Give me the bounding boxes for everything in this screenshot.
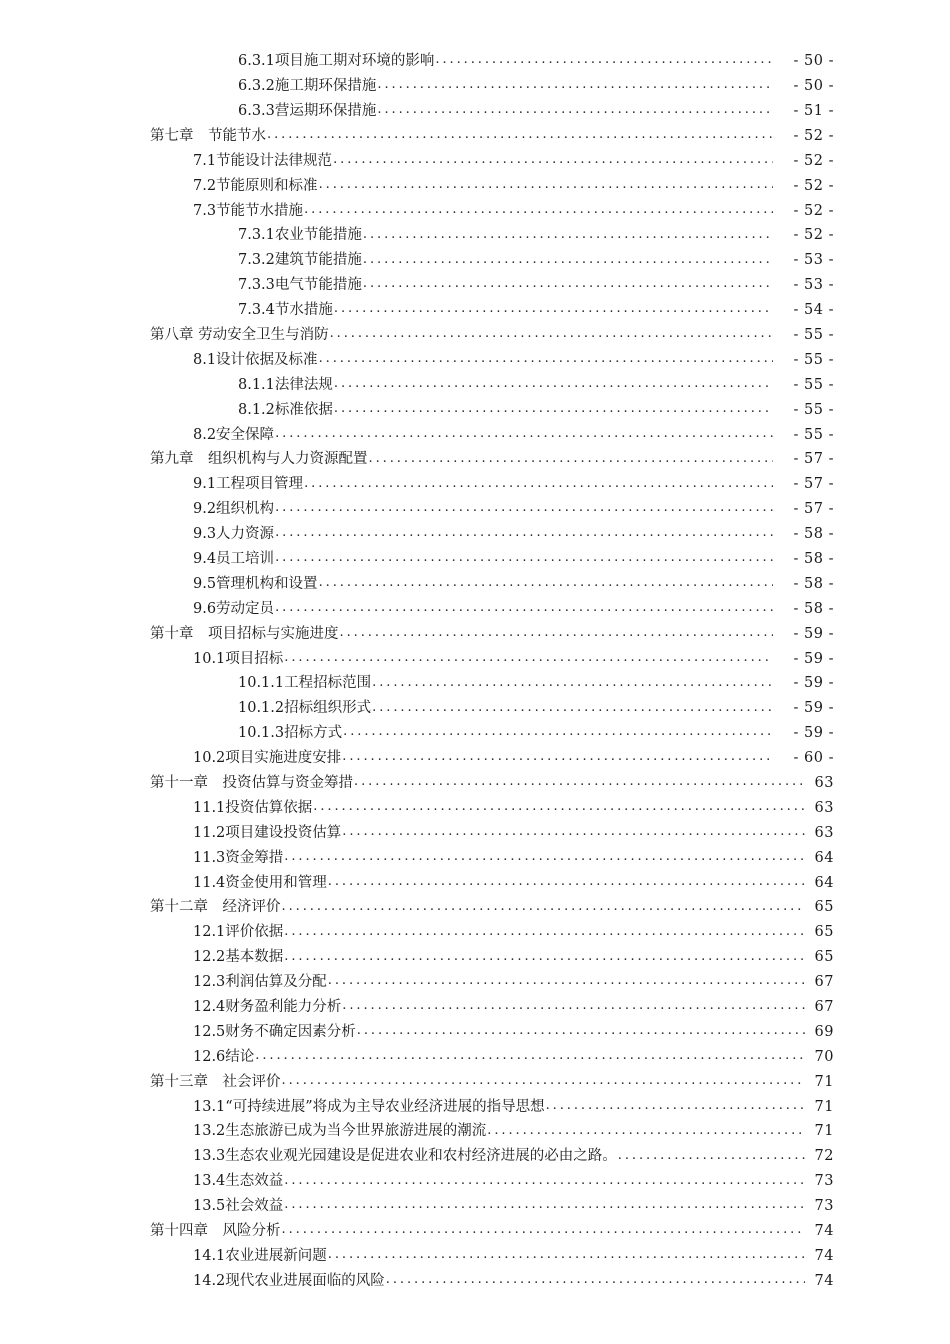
dot-leader bbox=[372, 701, 773, 717]
toc-entry[interactable] bbox=[0, 1219, 950, 1244]
toc-entry[interactable] bbox=[0, 696, 950, 721]
toc-entry-title: 8.1.2标准依据 bbox=[238, 401, 333, 418]
toc-entry-page-number: - 53 - bbox=[793, 277, 834, 294]
toc-entry-page-number: - 57 - bbox=[793, 476, 834, 493]
toc-entry[interactable] bbox=[0, 74, 950, 99]
toc-entry-page-number: - 57 - bbox=[793, 451, 834, 468]
toc-entry-title: 第十一章 投资估算与资金筹措 bbox=[150, 775, 353, 792]
dot-leader bbox=[319, 352, 773, 368]
toc-entry-title: 第八章 劳动安全卫生与消防 bbox=[150, 326, 329, 343]
toc-entry[interactable] bbox=[0, 1020, 950, 1045]
toc-entry[interactable] bbox=[0, 771, 950, 796]
dot-leader bbox=[304, 203, 773, 219]
toc-entry[interactable] bbox=[0, 497, 950, 522]
table-of-contents bbox=[0, 49, 950, 1294]
toc-entry-page-number: - 58 - bbox=[793, 551, 834, 567]
dot-leader bbox=[377, 78, 773, 94]
toc-entry[interactable] bbox=[0, 1045, 950, 1070]
toc-entry[interactable] bbox=[0, 995, 950, 1020]
toc-entry-page-number: - 59 - bbox=[793, 650, 834, 667]
toc-entry-page-number: - 52 - bbox=[793, 127, 834, 144]
toc-entry-page-number: - 55 - bbox=[793, 401, 834, 418]
toc-entry-title: 7.3节能节水措施 bbox=[193, 202, 304, 219]
toc-entry[interactable] bbox=[0, 621, 950, 646]
toc-entry[interactable] bbox=[0, 945, 950, 970]
toc-entry-title: 12.6结论 bbox=[193, 1048, 255, 1065]
dot-leader bbox=[435, 53, 773, 69]
dot-leader bbox=[313, 800, 805, 816]
dot-leader bbox=[334, 402, 773, 418]
toc-entry-page-number: 67 bbox=[814, 974, 834, 991]
toc-entry-title: 10.1项目招标 bbox=[193, 650, 284, 667]
toc-entry-title: 12.1评价依据 bbox=[193, 924, 284, 941]
toc-entry[interactable] bbox=[0, 49, 950, 74]
dot-leader bbox=[334, 302, 773, 318]
toc-entry-page-number: - 58 - bbox=[793, 575, 834, 592]
dot-leader bbox=[340, 626, 774, 642]
toc-entry-title: 9.1工程项目管理 bbox=[193, 476, 304, 493]
toc-entry-page-number: 67 bbox=[814, 999, 834, 1016]
toc-entry-page-number: 65 bbox=[814, 899, 834, 916]
toc-entry[interactable] bbox=[0, 1070, 950, 1095]
toc-entry[interactable] bbox=[0, 422, 950, 447]
dot-leader bbox=[284, 651, 773, 667]
toc-entry[interactable] bbox=[0, 1244, 950, 1269]
toc-entry-page-number: 74 bbox=[814, 1272, 834, 1289]
toc-entry-page-number: - 54 - bbox=[793, 302, 834, 319]
dot-leader bbox=[372, 676, 773, 692]
toc-entry-title: 7.1节能设计法律规范 bbox=[193, 152, 333, 169]
toc-entry[interactable] bbox=[0, 870, 950, 895]
toc-entry-title: 9.3人力资源 bbox=[193, 526, 275, 543]
dot-leader bbox=[546, 1099, 805, 1115]
toc-entry-page-number: - 51 - bbox=[793, 102, 834, 119]
toc-entry-page-number: - 58 - bbox=[793, 600, 834, 617]
toc-entry-title: 12.3利润估算及分配 bbox=[193, 974, 327, 991]
toc-entry-page-number: - 55 - bbox=[793, 426, 834, 443]
toc-entry-title: 6.3.1项目施工期对环境的影响 bbox=[238, 53, 435, 70]
toc-entry-page-number: - 59 - bbox=[793, 700, 834, 717]
toc-entry-page-number: - 52 - bbox=[793, 152, 834, 169]
toc-entry-title: 9.2组织机构 bbox=[193, 501, 275, 518]
toc-entry[interactable] bbox=[0, 298, 950, 323]
toc-entry-page-number: - 59 - bbox=[793, 725, 834, 742]
toc-entry-page-number: 63 bbox=[814, 824, 834, 841]
dot-leader bbox=[363, 253, 773, 269]
dot-leader bbox=[328, 875, 805, 891]
toc-entry-page-number: - 55 - bbox=[793, 326, 834, 343]
toc-entry-title: 7.3.1农业节能措施 bbox=[238, 227, 362, 244]
toc-entry-title: 14.1农业进展新问题 bbox=[193, 1247, 327, 1264]
toc-entry[interactable] bbox=[0, 1094, 950, 1119]
toc-entry[interactable] bbox=[0, 223, 950, 248]
toc-entry-title: 7.3.2建筑节能措施 bbox=[238, 252, 362, 269]
toc-entry[interactable] bbox=[0, 99, 950, 124]
toc-entry-title: 13.1“可持续进展”将成为主导农业经济进展的指导思想 bbox=[193, 1098, 545, 1115]
toc-entry-title: 第十四章 风险分析 bbox=[150, 1223, 281, 1240]
toc-entry[interactable] bbox=[0, 846, 950, 871]
toc-entry-title: 10.2项目实施进度安排 bbox=[193, 750, 342, 767]
toc-entry[interactable] bbox=[0, 198, 950, 223]
toc-entry-title: 12.5财务不确定因素分析 bbox=[193, 1023, 356, 1040]
toc-entry-title: 7.3.4节水措施 bbox=[238, 302, 333, 319]
toc-entry[interactable] bbox=[0, 1144, 950, 1169]
toc-entry-title: 11.1投资估算依据 bbox=[193, 799, 313, 816]
dot-leader bbox=[284, 1174, 805, 1190]
dot-leader bbox=[282, 1074, 806, 1090]
toc-entry[interactable] bbox=[0, 1119, 950, 1144]
dot-leader bbox=[618, 1149, 805, 1165]
toc-entry[interactable] bbox=[0, 323, 950, 348]
toc-entry[interactable] bbox=[0, 397, 950, 422]
toc-entry-title: 7.3.3电气节能措施 bbox=[238, 277, 362, 294]
dot-leader bbox=[363, 228, 773, 244]
dot-leader bbox=[330, 327, 773, 343]
dot-leader bbox=[342, 750, 773, 766]
toc-entry[interactable] bbox=[0, 373, 950, 398]
toc-entry-title: 第七章 节能节水 bbox=[150, 127, 266, 144]
toc-entry[interactable] bbox=[0, 522, 950, 547]
dot-leader bbox=[255, 1049, 805, 1065]
toc-entry[interactable] bbox=[0, 273, 950, 298]
dot-leader bbox=[377, 103, 773, 119]
dot-leader bbox=[334, 377, 773, 393]
toc-entry[interactable] bbox=[0, 149, 950, 174]
toc-entry[interactable] bbox=[0, 472, 950, 497]
toc-entry-title: 12.2基本数据 bbox=[193, 949, 284, 966]
toc-entry[interactable] bbox=[0, 597, 950, 622]
toc-entry-page-number: - 58 - bbox=[793, 526, 834, 543]
toc-entry-title: 6.3.2施工期环保措施 bbox=[238, 78, 377, 95]
toc-entry-title: 12.4财务盈利能力分析 bbox=[193, 999, 342, 1016]
dot-leader bbox=[342, 999, 805, 1015]
dot-leader bbox=[319, 178, 773, 194]
toc-entry-title: 11.3资金筹措 bbox=[193, 849, 284, 866]
toc-entry-title: 13.3生态农业观光园建设是促进农业和农村经济进展的必由之路。 bbox=[193, 1148, 617, 1165]
dot-leader bbox=[369, 452, 774, 468]
toc-entry-page-number: - 55 - bbox=[793, 351, 834, 368]
dot-leader bbox=[284, 1198, 805, 1214]
dot-leader bbox=[267, 128, 773, 144]
toc-entry-title: 11.4资金使用和管理 bbox=[193, 874, 327, 891]
dot-leader bbox=[328, 1248, 805, 1264]
toc-entry-page-number: 72 bbox=[814, 1148, 834, 1165]
toc-entry-page-number: 63 bbox=[814, 799, 834, 816]
toc-entry-title: 8.1设计依据及标准 bbox=[193, 351, 318, 368]
toc-entry-title: 第十三章 社会评价 bbox=[150, 1073, 281, 1090]
toc-entry-page-number: 74 bbox=[814, 1223, 834, 1240]
toc-entry-page-number: 71 bbox=[814, 1073, 834, 1090]
toc-entry[interactable] bbox=[0, 1169, 950, 1194]
toc-entry-page-number: - 55 - bbox=[793, 376, 834, 393]
toc-entry-title: 10.1.3招标方式 bbox=[238, 725, 343, 742]
toc-entry-page-number: 73 bbox=[814, 1198, 834, 1215]
toc-entry[interactable] bbox=[0, 124, 950, 149]
toc-entry-title: 10.1.1工程招标范围 bbox=[238, 675, 372, 692]
toc-entry[interactable] bbox=[0, 348, 950, 373]
toc-entry-title: 14.2现代农业进展面临的风险 bbox=[193, 1272, 385, 1289]
toc-entry-page-number: - 59 - bbox=[793, 675, 834, 692]
toc-entry-title: 13.2生态旅游已成为当今世界旅游进展的潮流 bbox=[193, 1123, 487, 1140]
toc-entry[interactable] bbox=[0, 895, 950, 920]
toc-entry-page-number: 63 bbox=[814, 775, 834, 792]
toc-entry-page-number: - 52 - bbox=[793, 202, 834, 219]
toc-entry[interactable] bbox=[0, 671, 950, 696]
dot-leader bbox=[284, 850, 805, 866]
dot-leader bbox=[319, 576, 773, 592]
toc-entry[interactable] bbox=[0, 821, 950, 846]
toc-entry-page-number: 71 bbox=[814, 1098, 834, 1115]
toc-entry-title: 13.4生态效益 bbox=[193, 1173, 284, 1190]
toc-entry-page-number: - 53 - bbox=[793, 252, 834, 269]
toc-entry[interactable] bbox=[0, 447, 950, 472]
dot-leader bbox=[275, 551, 773, 567]
dot-leader bbox=[284, 950, 805, 966]
dot-leader bbox=[342, 825, 805, 841]
dot-leader bbox=[487, 1124, 805, 1140]
dot-leader bbox=[363, 277, 773, 293]
dot-leader bbox=[282, 1223, 806, 1239]
toc-entry[interactable] bbox=[0, 572, 950, 597]
dot-leader bbox=[328, 974, 805, 990]
toc-entry-page-number: 71 bbox=[814, 1123, 834, 1140]
toc-entry-title: 第十二章 经济评价 bbox=[150, 899, 281, 916]
toc-entry-title: 7.2节能原则和标准 bbox=[193, 177, 318, 194]
toc-entry-page-number: 74 bbox=[814, 1247, 834, 1264]
toc-entry-title: 第九章 组织机构与人力资源配置 bbox=[150, 451, 368, 468]
dot-leader bbox=[343, 725, 773, 741]
toc-entry-title: 11.2项目建设投资估算 bbox=[193, 824, 342, 841]
toc-entry-page-number: 65 bbox=[814, 949, 834, 966]
dot-leader bbox=[357, 1024, 805, 1040]
toc-entry[interactable] bbox=[0, 547, 950, 572]
toc-entry-page-number: - 59 - bbox=[793, 625, 834, 642]
toc-entry[interactable] bbox=[0, 1194, 950, 1219]
toc-entry-page-number: - 52 - bbox=[793, 177, 834, 194]
toc-entry[interactable] bbox=[0, 970, 950, 995]
dot-leader bbox=[275, 526, 773, 542]
dot-leader bbox=[275, 427, 773, 443]
toc-entry-title: 8.1.1法律法规 bbox=[238, 376, 333, 393]
toc-entry-title: 第十章 项目招标与实施进度 bbox=[150, 625, 339, 642]
toc-entry-title: 8.2安全保障 bbox=[193, 426, 275, 443]
dot-leader bbox=[282, 900, 806, 916]
toc-entry-page-number: - 60 - bbox=[793, 750, 834, 767]
toc-entry-page-number: - 50 - bbox=[793, 78, 834, 95]
dot-leader bbox=[275, 601, 773, 617]
toc-entry[interactable] bbox=[0, 248, 950, 273]
toc-entry-title: 10.1.2招标组织形式 bbox=[238, 700, 372, 717]
toc-entry-page-number: 64 bbox=[814, 849, 834, 866]
toc-entry-page-number: 65 bbox=[814, 924, 834, 941]
toc-entry-title: 13.5社会效益 bbox=[193, 1198, 284, 1215]
toc-entry-title: 9.4员工培训 bbox=[193, 551, 275, 567]
toc-entry-title: 9.6劳动定员 bbox=[193, 600, 275, 617]
toc-entry[interactable] bbox=[0, 1269, 950, 1294]
dot-leader bbox=[284, 925, 805, 941]
toc-entry[interactable] bbox=[0, 173, 950, 198]
toc-entry[interactable] bbox=[0, 646, 950, 671]
toc-entry-title: 6.3.3营运期环保措施 bbox=[238, 102, 377, 119]
dot-leader bbox=[354, 775, 805, 791]
toc-entry[interactable] bbox=[0, 721, 950, 746]
toc-entry-page-number: 70 bbox=[814, 1048, 834, 1065]
toc-entry-page-number: 73 bbox=[814, 1173, 834, 1190]
dot-leader bbox=[333, 153, 773, 169]
toc-entry[interactable] bbox=[0, 920, 950, 945]
toc-entry-page-number: - 57 - bbox=[793, 501, 834, 518]
toc-entry-title: 9.5管理机构和设置 bbox=[193, 575, 318, 592]
dot-leader bbox=[275, 501, 773, 517]
dot-leader bbox=[386, 1273, 805, 1289]
toc-entry-page-number: 64 bbox=[814, 874, 834, 891]
toc-entry[interactable] bbox=[0, 746, 950, 771]
toc-entry-page-number: - 50 - bbox=[793, 53, 834, 70]
toc-entry-page-number: 69 bbox=[814, 1023, 834, 1040]
dot-leader bbox=[304, 477, 773, 493]
toc-entry[interactable] bbox=[0, 796, 950, 821]
toc-entry-page-number: - 52 - bbox=[793, 227, 834, 244]
